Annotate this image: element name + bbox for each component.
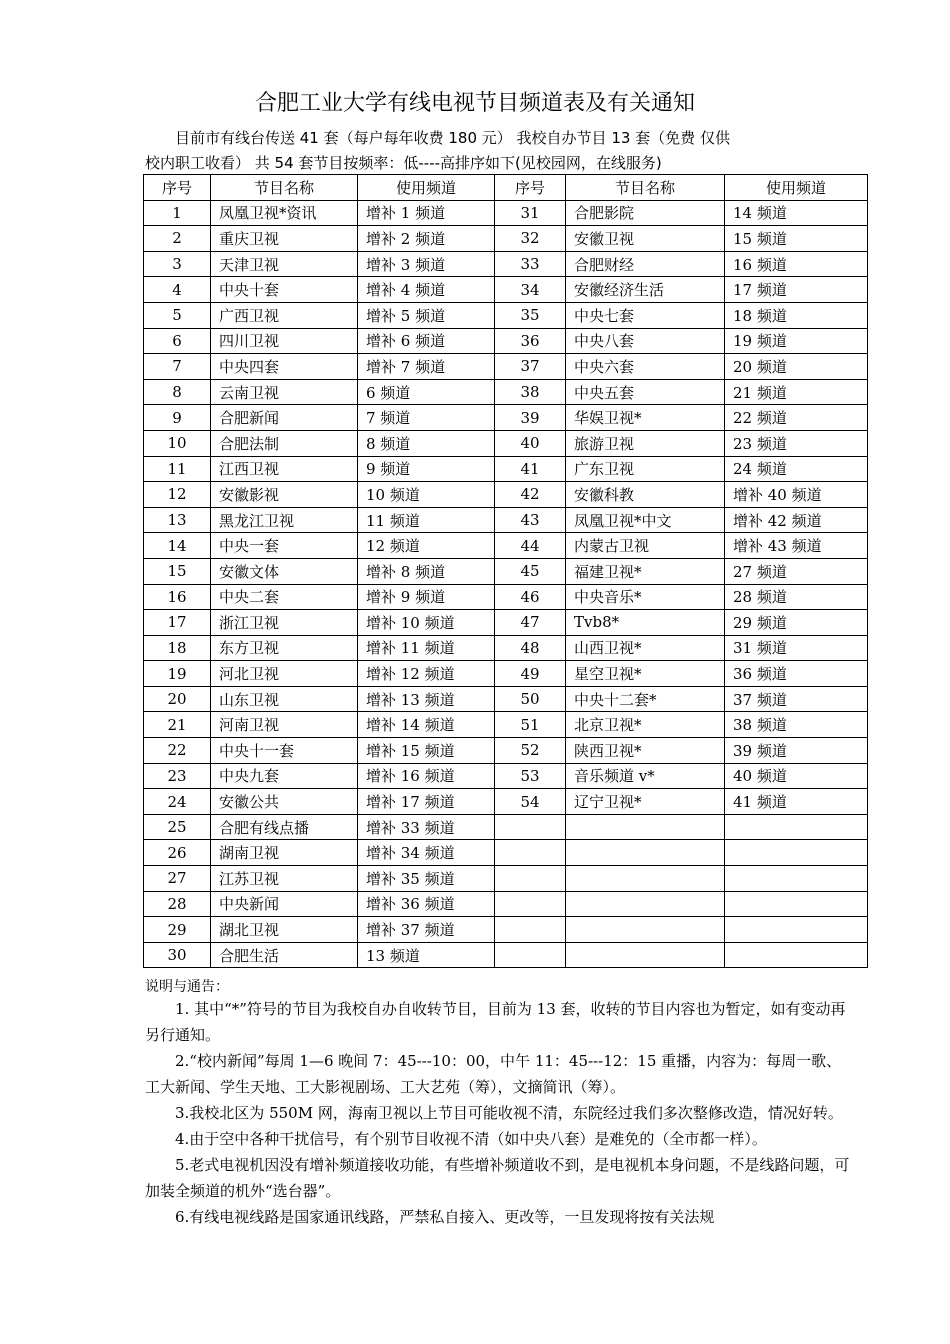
table-row xyxy=(144,226,868,252)
channel-cell: 增补 35 频道 xyxy=(358,866,495,892)
table-row xyxy=(144,533,868,559)
table-row xyxy=(144,814,868,840)
seq-cell: 10 xyxy=(144,430,211,456)
channel-cell: 9 频道 xyxy=(358,456,495,482)
seq-cell: 42 xyxy=(495,482,566,508)
seq-cell: 16 xyxy=(144,584,211,610)
seq-cell: 34 xyxy=(495,277,566,303)
document-title: 合肥工业大学有线电视节目频道表及有关通知 xyxy=(254,91,695,116)
program-name-cell: 浙江卫视 xyxy=(211,610,358,636)
program-name-cell: 凤凰卫视*资讯 xyxy=(211,200,358,226)
seq-cell: 23 xyxy=(144,763,211,789)
seq-cell: 22 xyxy=(144,738,211,764)
channel-cell: 增补 43 频道 xyxy=(725,533,868,559)
program-name-cell: 山东卫视 xyxy=(211,686,358,712)
seq-cell xyxy=(495,891,566,917)
seq-cell: 52 xyxy=(495,738,566,764)
program-name-cell: 中央四套 xyxy=(211,354,358,380)
program-name-cell: 华娱卫视* xyxy=(566,405,725,431)
channel-cell: 23 频道 xyxy=(725,430,868,456)
table-row xyxy=(144,430,868,456)
seq-cell: 24 xyxy=(144,789,211,815)
channel-cell: 增补 10 频道 xyxy=(358,610,495,636)
seq-cell: 29 xyxy=(144,917,211,943)
seq-cell: 45 xyxy=(495,558,566,584)
seq-cell: 21 xyxy=(144,712,211,738)
seq-cell: 37 xyxy=(495,354,566,380)
seq-cell: 51 xyxy=(495,712,566,738)
seq-cell: 36 xyxy=(495,328,566,354)
program-name-cell: 江西卫视 xyxy=(211,456,358,482)
program-name-cell: 湖南卫视 xyxy=(211,840,358,866)
program-name-cell: 广东卫视 xyxy=(566,456,725,482)
program-name-cell: 东方卫视 xyxy=(211,635,358,661)
seq-cell: 4 xyxy=(144,277,211,303)
program-name-cell: 陕西卫视* xyxy=(566,738,725,764)
channel-cell: 8 频道 xyxy=(358,430,495,456)
seq-cell: 7 xyxy=(144,354,211,380)
program-name-cell: 中央六套 xyxy=(566,354,725,380)
seq-cell: 15 xyxy=(144,558,211,584)
program-name-cell: 安徽文体 xyxy=(211,558,358,584)
program-name-cell: 合肥新闻 xyxy=(211,405,358,431)
intro-line-1: 目前市有线台传送 41 套（每户每年收费 180 元） 我校自办节目 13 套（免费 仅供 xyxy=(175,129,730,147)
channel-cell: 38 频道 xyxy=(725,712,868,738)
channel-cell: 37 频道 xyxy=(725,686,868,712)
seq-cell: 32 xyxy=(495,226,566,252)
program-name-cell: 云南卫视 xyxy=(211,379,358,405)
seq-cell: 6 xyxy=(144,328,211,354)
program-name-cell: 安徽卫视 xyxy=(566,226,725,252)
channel-cell: 19 频道 xyxy=(725,328,868,354)
program-name-cell xyxy=(566,866,725,892)
channel-cell: 24 频道 xyxy=(725,456,868,482)
channel-cell: 10 频道 xyxy=(358,482,495,508)
program-name-cell: 安徽影视 xyxy=(211,482,358,508)
seq-cell: 30 xyxy=(144,942,211,968)
channel-table xyxy=(143,174,868,968)
program-name-cell: 安徽经济生活 xyxy=(566,277,725,303)
program-name-cell: 合肥法制 xyxy=(211,430,358,456)
table-row xyxy=(144,738,868,764)
channel-cell: 增补 3 频道 xyxy=(358,251,495,277)
program-name-cell: 中央新闻 xyxy=(211,891,358,917)
seq-cell: 27 xyxy=(144,866,211,892)
channel-cell: 13 频道 xyxy=(358,942,495,968)
table-row xyxy=(144,482,868,508)
channel-cell: 39 频道 xyxy=(725,738,868,764)
seq-cell: 54 xyxy=(495,789,566,815)
seq-cell: 12 xyxy=(144,482,211,508)
table-row xyxy=(144,354,868,380)
table-row xyxy=(144,686,868,712)
channel-cell: 增补 1 频道 xyxy=(358,200,495,226)
channel-cell: 增补 7 频道 xyxy=(358,354,495,380)
header-cell: 序号 xyxy=(144,175,211,201)
channel-cell: 增补 11 频道 xyxy=(358,635,495,661)
seq-cell: 5 xyxy=(144,302,211,328)
note-item: 1. 其中“*”符号的节目为我校自办自收转节目，目前为 13 套，收转的节目内容也为暂定，如有变动再另行通知。 xyxy=(145,1000,846,1044)
seq-cell: 28 xyxy=(144,891,211,917)
program-name-cell: 合肥生活 xyxy=(211,942,358,968)
channel-cell: 22 频道 xyxy=(725,405,868,431)
seq-cell xyxy=(495,840,566,866)
program-name-cell: 黑龙江卫视 xyxy=(211,507,358,533)
program-name-cell: 北京卫视* xyxy=(566,712,725,738)
program-name-cell xyxy=(566,917,725,943)
header-cell: 节目名称 xyxy=(566,175,725,201)
table-row xyxy=(144,328,868,354)
seq-cell: 3 xyxy=(144,251,211,277)
program-name-cell: 中央十一套 xyxy=(211,738,358,764)
seq-cell: 50 xyxy=(495,686,566,712)
table-row xyxy=(144,456,868,482)
channel-cell: 17 频道 xyxy=(725,277,868,303)
channel-cell: 增补 5 频道 xyxy=(358,302,495,328)
program-name-cell: 中央八套 xyxy=(566,328,725,354)
seq-cell: 26 xyxy=(144,840,211,866)
channel-cell: 40 频道 xyxy=(725,763,868,789)
channel-cell: 18 频道 xyxy=(725,302,868,328)
program-name-cell: 中央十二套* xyxy=(566,686,725,712)
program-name-cell: 江苏卫视 xyxy=(211,866,358,892)
seq-cell: 1 xyxy=(144,200,211,226)
table-row xyxy=(144,200,868,226)
channel-cell: 36 频道 xyxy=(725,661,868,687)
program-name-cell: 安徽公共 xyxy=(211,789,358,815)
program-name-cell: 中央二套 xyxy=(211,584,358,610)
seq-cell: 53 xyxy=(495,763,566,789)
channel-cell: 7 频道 xyxy=(358,405,495,431)
seq-cell: 14 xyxy=(144,533,211,559)
program-name-cell: 凤凰卫视*中文 xyxy=(566,507,725,533)
program-name-cell: 河南卫视 xyxy=(211,712,358,738)
channel-cell: 21 频道 xyxy=(725,379,868,405)
note-item: 2.“校内新闻”每周 1—6 晚间 7：45---10：00，中午 11：45---12：15 重播，内容为：每周一歌、工大新闻、学生天地、工大影视剧场、工大艺苑（筹），文摘简讯（筹）。 xyxy=(145,1052,842,1096)
header-cell: 序号 xyxy=(495,175,566,201)
channel-cell: 15 频道 xyxy=(725,226,868,252)
channel-cell: 31 频道 xyxy=(725,635,868,661)
channel-cell: 增补 8 频道 xyxy=(358,558,495,584)
program-name-cell: Tvb8* xyxy=(566,610,725,636)
table-row xyxy=(144,840,868,866)
channel-cell: 11 频道 xyxy=(358,507,495,533)
seq-cell: 43 xyxy=(495,507,566,533)
table-row xyxy=(144,891,868,917)
channel-cell: 增补 42 频道 xyxy=(725,507,868,533)
channel-cell: 增补 15 频道 xyxy=(358,738,495,764)
table-row xyxy=(144,379,868,405)
channel-cell: 28 频道 xyxy=(725,584,868,610)
seq-cell: 47 xyxy=(495,610,566,636)
program-name-cell: 广西卫视 xyxy=(211,302,358,328)
seq-cell: 38 xyxy=(495,379,566,405)
program-name-cell: 合肥影院 xyxy=(566,200,725,226)
program-name-cell: 合肥有线点播 xyxy=(211,814,358,840)
seq-cell: 48 xyxy=(495,635,566,661)
program-name-cell: 中央九套 xyxy=(211,763,358,789)
table-row xyxy=(144,507,868,533)
channel-cell: 增补 17 频道 xyxy=(358,789,495,815)
channel-cell xyxy=(725,814,868,840)
note-item: 3.我校北区为 550M 网，海南卫视以上节目可能收视不清，东院经过我们多次整修改造，情况好转。 xyxy=(175,1104,843,1122)
seq-cell: 19 xyxy=(144,661,211,687)
program-name-cell: 中央十套 xyxy=(211,277,358,303)
channel-cell: 14 频道 xyxy=(725,200,868,226)
program-name-cell: 河北卫视 xyxy=(211,661,358,687)
channel-cell xyxy=(725,840,868,866)
table-row xyxy=(144,661,868,687)
channel-cell: 增补 36 频道 xyxy=(358,891,495,917)
seq-cell: 9 xyxy=(144,405,211,431)
header-cell: 使用频道 xyxy=(358,175,495,201)
table-row xyxy=(144,584,868,610)
seq-cell: 18 xyxy=(144,635,211,661)
seq-cell xyxy=(495,917,566,943)
table-row xyxy=(144,277,868,303)
seq-cell: 25 xyxy=(144,814,211,840)
channel-cell: 6 频道 xyxy=(358,379,495,405)
channel-cell: 增补 4 频道 xyxy=(358,277,495,303)
program-name-cell xyxy=(566,891,725,917)
table-row xyxy=(144,942,868,968)
table-row xyxy=(144,866,868,892)
seq-cell: 17 xyxy=(144,610,211,636)
channel-cell xyxy=(725,942,868,968)
seq-cell: 46 xyxy=(495,584,566,610)
channel-cell: 增补 2 频道 xyxy=(358,226,495,252)
channel-cell: 增补 16 频道 xyxy=(358,763,495,789)
program-name-cell: 山西卫视* xyxy=(566,635,725,661)
program-name-cell: 旅游卫视 xyxy=(566,430,725,456)
program-name-cell: 中央七套 xyxy=(566,302,725,328)
seq-cell: 41 xyxy=(495,456,566,482)
table-row xyxy=(144,610,868,636)
program-name-cell: 四川卫视 xyxy=(211,328,358,354)
program-name-cell: 合肥财经 xyxy=(566,251,725,277)
program-name-cell: 重庆卫视 xyxy=(211,226,358,252)
table-row xyxy=(144,712,868,738)
program-name-cell: 中央五套 xyxy=(566,379,725,405)
channel-cell: 16 频道 xyxy=(725,251,868,277)
seq-cell: 13 xyxy=(144,507,211,533)
program-name-cell xyxy=(566,840,725,866)
notes-title: 说明与通告： xyxy=(145,979,229,995)
channel-cell: 增补 9 频道 xyxy=(358,584,495,610)
program-name-cell: 内蒙古卫视 xyxy=(566,533,725,559)
channel-cell: 增补 12 频道 xyxy=(358,661,495,687)
channel-cell: 增补 13 频道 xyxy=(358,686,495,712)
channel-cell: 增补 34 频道 xyxy=(358,840,495,866)
table-row xyxy=(144,251,868,277)
seq-cell xyxy=(495,866,566,892)
channel-cell: 增补 40 频道 xyxy=(725,482,868,508)
note-item: 4.由于空中各种干扰信号，有个别节目收视不清（如中央八套）是难免的（全市都一样）。 xyxy=(175,1130,767,1148)
table-row xyxy=(144,789,868,815)
seq-cell: 2 xyxy=(144,226,211,252)
header-cell: 节目名称 xyxy=(211,175,358,201)
table-row xyxy=(144,763,868,789)
seq-cell: 40 xyxy=(495,430,566,456)
table-row xyxy=(144,635,868,661)
program-name-cell: 安徽科教 xyxy=(566,482,725,508)
notes-section xyxy=(145,996,853,1230)
program-name-cell xyxy=(566,942,725,968)
table-row xyxy=(144,302,868,328)
program-name-cell: 中央一套 xyxy=(211,533,358,559)
channel-cell: 增补 33 频道 xyxy=(358,814,495,840)
channel-cell: 增补 6 频道 xyxy=(358,328,495,354)
program-name-cell: 天津卫视 xyxy=(211,251,358,277)
table-row xyxy=(144,558,868,584)
program-name-cell: 星空卫视* xyxy=(566,661,725,687)
seq-cell: 8 xyxy=(144,379,211,405)
intro-line-2: 校内职工收看） 共 54 套节目按频率：低----高排序如下(见校园网，在线服务) xyxy=(145,154,662,172)
channel-cell xyxy=(725,866,868,892)
seq-cell: 39 xyxy=(495,405,566,431)
seq-cell xyxy=(495,942,566,968)
seq-cell: 44 xyxy=(495,533,566,559)
channel-cell: 41 频道 xyxy=(725,789,868,815)
channel-cell xyxy=(725,917,868,943)
table-row xyxy=(144,405,868,431)
program-name-cell: 中央音乐* xyxy=(566,584,725,610)
channel-cell: 29 频道 xyxy=(725,610,868,636)
channel-cell xyxy=(725,891,868,917)
program-name-cell: 辽宁卫视* xyxy=(566,789,725,815)
seq-cell: 33 xyxy=(495,251,566,277)
program-name-cell xyxy=(566,814,725,840)
channel-cell: 增补 37 频道 xyxy=(358,917,495,943)
seq-cell: 31 xyxy=(495,200,566,226)
note-item: 5.老式电视机因没有增补频道接收功能，有些增补频道收不到，是电视机本身问题，不是线路问题，可加装全频道的机外“选台器”。 xyxy=(145,1156,850,1200)
channel-cell: 20 频道 xyxy=(725,354,868,380)
table-header-row xyxy=(144,175,868,201)
channel-cell: 27 频道 xyxy=(725,558,868,584)
program-name-cell: 福建卫视* xyxy=(566,558,725,584)
channel-cell: 12 频道 xyxy=(358,533,495,559)
program-name-cell: 音乐频道 v* xyxy=(566,763,725,789)
channel-cell: 增补 14 频道 xyxy=(358,712,495,738)
seq-cell xyxy=(495,814,566,840)
seq-cell: 49 xyxy=(495,661,566,687)
program-name-cell: 湖北卫视 xyxy=(211,917,358,943)
channel-table-body xyxy=(144,175,868,968)
header-cell: 使用频道 xyxy=(725,175,868,201)
table-row xyxy=(144,917,868,943)
note-item: 6.有线电视线路是国家通讯线路，严禁私自接入、更改等，一旦发现将按有关法规 xyxy=(175,1208,715,1226)
seq-cell: 35 xyxy=(495,302,566,328)
seq-cell: 20 xyxy=(144,686,211,712)
seq-cell: 11 xyxy=(144,456,211,482)
